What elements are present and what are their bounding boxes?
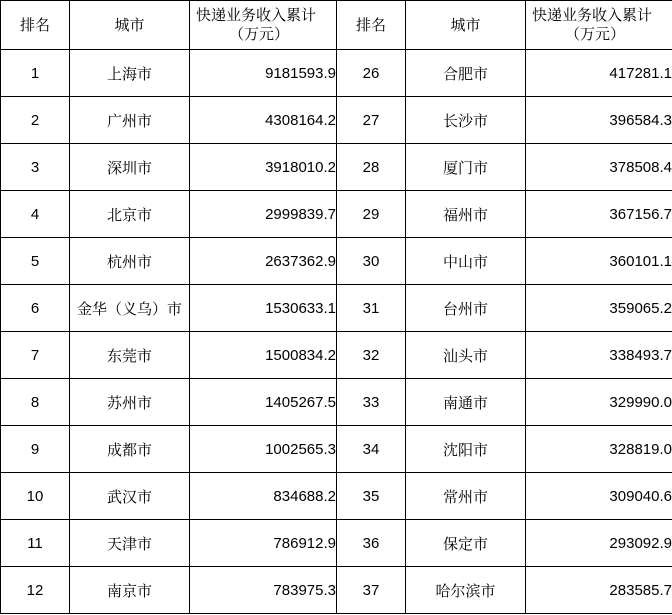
header-city-right <box>406 1 526 50</box>
cell-city: 台州市 <box>406 285 526 332</box>
cell-city: 北京市 <box>70 191 190 238</box>
table-row <box>1 238 672 285</box>
cell-city: 东莞市 <box>70 332 190 379</box>
cell-value: 3918010.2 <box>190 144 337 191</box>
cell-rank: 1 <box>1 50 70 97</box>
cell-city: 常州市 <box>406 473 526 520</box>
header-rank-left <box>1 1 70 50</box>
table-row <box>1 144 672 191</box>
cell-city: 杭州市 <box>70 238 190 285</box>
cell-rank: 9 <box>1 426 70 473</box>
cell-city: 金华（义乌）市 <box>70 285 190 332</box>
cell-rank: 26 <box>337 50 406 97</box>
cell-value: 329990.0 <box>526 379 672 426</box>
cell-rank: 29 <box>337 191 406 238</box>
cell-rank: 12 <box>1 567 70 614</box>
header-value-right-line2: （万元） <box>564 26 625 43</box>
cell-rank: 33 <box>337 379 406 426</box>
cell-value: 417281.1 <box>526 50 672 97</box>
table-row <box>1 520 672 567</box>
cell-city: 福州市 <box>406 191 526 238</box>
cell-city: 哈尔滨市 <box>406 567 526 614</box>
header-rank-left-label: 排名 <box>19 16 50 34</box>
table-row <box>1 97 672 144</box>
cell-city: 合肥市 <box>406 50 526 97</box>
table-row <box>1 426 672 473</box>
cell-value: 783975.3 <box>190 567 337 614</box>
cell-rank: 30 <box>337 238 406 285</box>
header-rank-right <box>337 1 406 50</box>
cell-city: 长沙市 <box>406 97 526 144</box>
cell-city: 南京市 <box>70 567 190 614</box>
header-city-right-label: 城市 <box>450 16 481 34</box>
cell-city: 南通市 <box>406 379 526 426</box>
table-row <box>1 50 672 97</box>
cell-value: 834688.2 <box>190 473 337 520</box>
cell-rank: 32 <box>337 332 406 379</box>
cell-value: 360101.1 <box>526 238 672 285</box>
header-value-right <box>526 1 672 50</box>
cell-value: 786912.9 <box>190 520 337 567</box>
cell-rank: 7 <box>1 332 70 379</box>
cell-city: 汕头市 <box>406 332 526 379</box>
cell-city: 广州市 <box>70 97 190 144</box>
cell-value: 328819.0 <box>526 426 672 473</box>
header-value-left-line1: 快递业务收入累计 <box>196 7 317 24</box>
cell-rank: 34 <box>337 426 406 473</box>
cell-city: 厦门市 <box>406 144 526 191</box>
cell-value: 1530633.1 <box>190 285 337 332</box>
cell-value: 367156.7 <box>526 191 672 238</box>
header-value-right-label <box>526 6 672 44</box>
cell-rank: 4 <box>1 191 70 238</box>
cell-rank: 6 <box>1 285 70 332</box>
cell-city: 深圳市 <box>70 144 190 191</box>
table-row <box>1 567 672 614</box>
cell-city: 成都市 <box>70 426 190 473</box>
cell-city: 苏州市 <box>70 379 190 426</box>
cell-value: 396584.3 <box>526 97 672 144</box>
header-city-left-label: 城市 <box>114 16 145 34</box>
table-row <box>1 191 672 238</box>
cell-value: 2999839.7 <box>190 191 337 238</box>
header-value-left-label <box>190 6 336 44</box>
cell-rank: 10 <box>1 473 70 520</box>
header-row <box>1 1 672 50</box>
cell-value: 293092.9 <box>526 520 672 567</box>
cell-value: 4308164.2 <box>190 97 337 144</box>
cell-value: 1002565.3 <box>190 426 337 473</box>
cell-value: 378508.4 <box>526 144 672 191</box>
cell-city: 中山市 <box>406 238 526 285</box>
table-header <box>1 1 672 50</box>
cell-value: 338493.7 <box>526 332 672 379</box>
cell-value: 309040.6 <box>526 473 672 520</box>
table-row <box>1 379 672 426</box>
cell-rank: 8 <box>1 379 70 426</box>
cell-city: 沈阳市 <box>406 426 526 473</box>
cell-rank: 35 <box>337 473 406 520</box>
header-rank-right-label: 排名 <box>355 16 386 34</box>
cell-city: 武汉市 <box>70 473 190 520</box>
header-value-left <box>190 1 337 50</box>
header-value-left-line2: （万元） <box>228 26 289 43</box>
cell-value: 1405267.5 <box>190 379 337 426</box>
table-row <box>1 332 672 379</box>
cell-value: 9181593.9 <box>190 50 337 97</box>
cell-rank: 36 <box>337 520 406 567</box>
cell-rank: 28 <box>337 144 406 191</box>
cell-value: 1500834.2 <box>190 332 337 379</box>
cell-value: 359065.2 <box>526 285 672 332</box>
cell-value: 2637362.9 <box>190 238 337 285</box>
header-value-right-line1: 快递业务收入累计 <box>532 7 653 24</box>
cell-city: 上海市 <box>70 50 190 97</box>
table-body <box>1 50 672 614</box>
cell-city: 天津市 <box>70 520 190 567</box>
cell-value: 283585.7 <box>526 567 672 614</box>
cell-rank: 27 <box>337 97 406 144</box>
cell-rank: 11 <box>1 520 70 567</box>
cell-rank: 31 <box>337 285 406 332</box>
table-row <box>1 473 672 520</box>
cell-rank: 2 <box>1 97 70 144</box>
header-city-left <box>70 1 190 50</box>
cell-rank: 37 <box>337 567 406 614</box>
cell-rank: 5 <box>1 238 70 285</box>
cell-rank: 3 <box>1 144 70 191</box>
cell-city: 保定市 <box>406 520 526 567</box>
table-row <box>1 285 672 332</box>
